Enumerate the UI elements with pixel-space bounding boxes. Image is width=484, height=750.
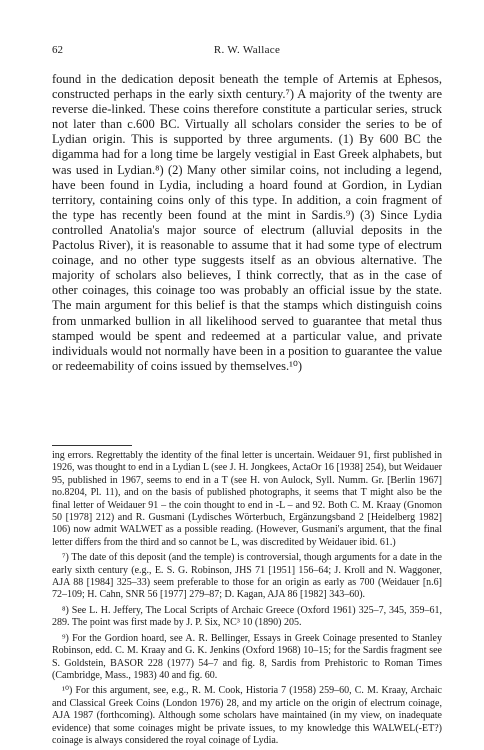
- page-header: [52, 44, 442, 58]
- footnote-9: ⁹) For the Gordion hoard, see A. R. Bellinger, Essays in Greek Coinage presented to Stanley Robinson, edd. C. M. Kraay and G. K. Jenkins (Oxford 1968) 10–15; for the Sardis fragment see S. Goldstein, BASOR 228 (1977) 54–7 and fig. 8, Sardis from Prehistoric to Roman Times (Cambridge, Mass., 1983) 40 and fig. 60.: [52, 632, 442, 681]
- body-paragraph: found in the dedication deposit beneath the temple of Artemis at Ephesos, constructed perhaps in the early sixth century.⁷) A majority of the twenty are reverse die-linked. These coins therefore constitute a particular series, struck not later than c.600 BC. Virtually all scholars consider the series to be of Lydian origin. This is supported by three arguments. (1) By 600 BC the digamma had for a long time be largely vestigial in East Greek alphabets, but was used in Lydian.⁸) (2) Many other similar coins, not including a legend, have been found in Lydia, including a hoard found at Gordion, in Lydian territory, containing coins only of this type. In addition, a coin fragment of the type has recently been found at the mint in Sardis.⁹) (3) Since Lydia controlled Anatolia's major source of electrum (alluvial deposits in the Pactolus River), it is reasonable to assume that it had some type of electrum coinage, and no other type suggests itself as an obvious alternative. The majority of scholars also believes, I think correctly, that as in the case of other coinages, this coinage too was probably an official issue by the state. The main argument for this belief is that the stamps which distinguish coins from unmarked bullion in all likelihood served to guarantee that metal thus stamped would be spent and redeemed at a particular value, and private individuals would not normally have been in a position to guarantee the value or redeemability of coins issued by themselves.¹⁰): [52, 72, 442, 373]
- running-head: R. W. Wallace: [213, 44, 281, 56]
- footnote-10: ¹⁰) For this argument, see, e.g., R. M. Cook, Historia 7 (1958) 259–60, C. M. Kraay, Archaic and Classical Greek Coins (London 1976) 28, and my article on the origin of electrum coinage, AJA 1987 (forthcoming). Although some scholars have maintained (in my view, on inadequate evidence) that some coinages might be private issues, to my knowledge this WALWEL(-ET?) coinage is always considered the royal coinage of Lydia.: [52, 685, 442, 746]
- footnote-rule: [52, 445, 132, 446]
- page-number: 62: [52, 44, 63, 56]
- footnote-8: ⁸) See L. H. Jeffery, The Local Scripts of Archaic Greece (Oxford 1961) 325–7, 345, 359–61, 289. The point was first made by J. P. Six, NC³ 10 (1890) 205.: [52, 604, 442, 629]
- footnote-7: ⁷) The date of this deposit (and the temple) is controversial, though arguments for a date in the early sixth century (e.g., E. S. G. Robinson, JHS 71 [1951] 156–64; J. Kroll and N. Waggoner, AJA 88 [1984] 325–33) seem preferable to those for an origin as early as 700 (Weidauer [n.6] 72–109; H. Cahn, SNR 56 [1977] 279–87; D. Kagan, AJA 86 [1982] 343–60).: [52, 552, 442, 601]
- footnote-continuation: ing errors. Regrettably the identity of the final letter is uncertain. Weidauer 91, first published in 1926, was thought to end in a Lydian L (see J. H. Jongkees, ActaOr 16 [1938] 254), but Weidauer 95, published in 1967, seems to end in a T (see H. von Aulock, Syll. Numm. Gr. [Berlin 1967] no.8204, Pl. 11), and on the basis of published photographs, it seems that T might also be the final letter of Weidauer 91 – the coin thought to end in -L – and 92. Both C. M. Kraay (Gnomon 50 [1978] 212) and R. Gusmani (Lydisches Wörterbuch, Ergänzungsband 2 [Heidelberg 1982] 106) now admit WALWET as a possible reading. (However, Gusmani's argument, that the final letter differs from the third and so cannot be L, was discredited by Weidauer ibid. 61.): [52, 450, 442, 548]
- footnotes: [52, 450, 442, 750]
